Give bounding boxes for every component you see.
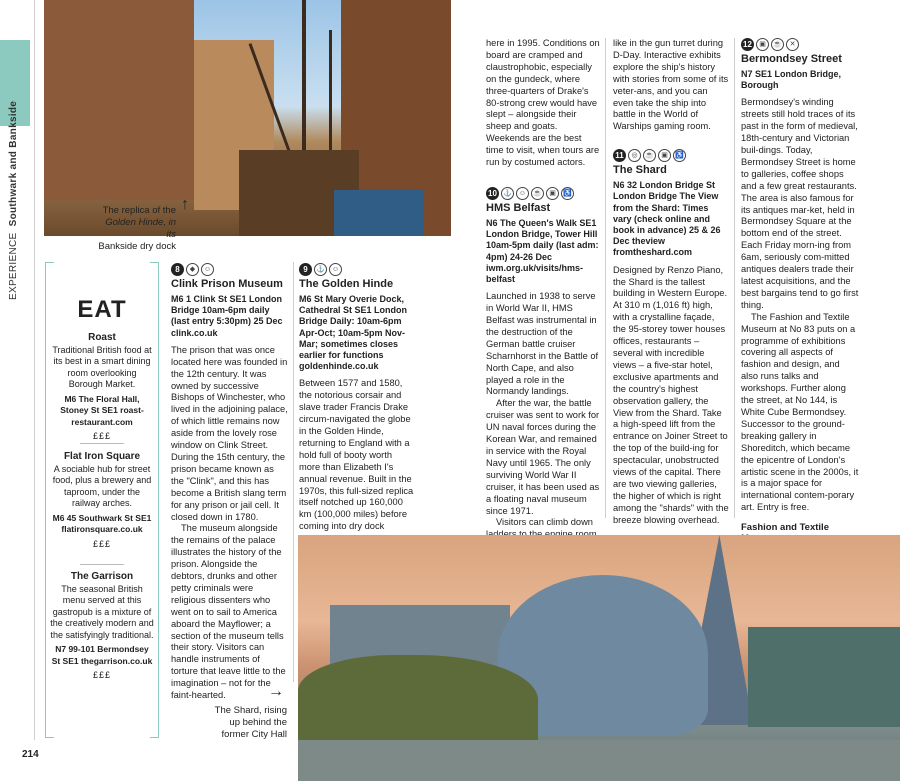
shop-icon: ▣: [756, 38, 769, 51]
listing-clink-prison: 8 ◆ ☺ Clink Prison Museum M6 1 Clink St SE1 London Bridge 10am-6pm daily (last entry 5:30pm) 25 Dec clink.co.uk The prison that was once located here was founded in the 12th century. It was owned by successive Bishops of Winchester, who lived in the adjoining palace, of which little remains now aside from the lovely rose window on Clink Street. During the 15th century, the prison became known as the "Clink", and this has become a British slang term for any prison or jail cell. It closed down in 1780. The museum alongside the remains of the palace illustrates the history of the prison. Alongside the debtors, drunks and other petty criminals were religious dissenters who went on to sail to America aboard the Mayflower; a section of the museum tells their story. Visitors can handle instruments of torture that leave little to the imagination – not for the faint-hearted.: [171, 265, 288, 701]
page-number: 214: [22, 749, 39, 760]
family-icon: ☺: [329, 263, 342, 276]
price-indicator: £££: [92, 670, 112, 680]
listing-title: The Golden Hinde: [299, 278, 394, 290]
listing-number: 10: [486, 187, 499, 200]
cafe-icon: ☕: [643, 149, 656, 162]
arrow-up-icon: ↑: [181, 196, 189, 213]
cafe-icon: ☕: [531, 187, 544, 200]
viewpoint-icon: ◎: [628, 149, 641, 162]
ship-icon: ⚓: [314, 263, 327, 276]
golden-hinde-photo: [44, 0, 451, 236]
listing-info: N6 32 London Bridge St London Bridge The View from the Shard: Times vary (check online and book in advance) 25 & 26 Dec theview fromtheshard.com: [613, 180, 721, 258]
listing-info: N6 The Queen's Walk SE1 London Bridge, Tower Hill 10am-5pm daily (last adm: 4pm) 24-26 Dec iwm.org.uk/visits/hms-belfast: [486, 217, 599, 284]
listing-title: Bermondsey Street: [741, 53, 842, 65]
venue-flat-iron-square: Flat Iron Square A sociable hub for street food, plus a brewery and taproom, under the railway arches. M6 45 Southwark St SE1 flatironsquare.co.uk £££: [50, 451, 154, 550]
venue-the-garrison: The Garrison The seasonal British menu served at this gastropub is a mixture of the creatively modern and the satisfyingly traditional. N7 99-101 Bermondsey St SE1 thegarrison.co.uk £££: [50, 571, 154, 680]
listing-info: M6 St Mary Overie Dock, Cathedral St SE1 London Bridge Daily: 10am-6pm Apr-Oct; 10am-5pm Nov-Mar; sometimes closes earlier for functions goldenhinde.co.uk: [299, 294, 408, 372]
listing-title: Clink Prison Museum: [171, 278, 283, 290]
listing-info: M6 1 Clink St SE1 London Bridge 10am-6pm daily (last entry 5:30pm) 25 Dec clink.co.uk: [171, 294, 283, 338]
listing-hms-belfast: here in 1995. Conditions on board are cramped and claustrophobic, especially on the gundeck, where three-quarters of Drake's 80-strong crew would have slept – alongside their sheep and goats. Weekends are the best time to visit, when tours are run by costumed actors. 10 ⚓ ☺ ☕ ▣ ♿ HMS Belfast N6 The Queen's Walk SE1 London Bridge, Tower Hill 10am-5pm daily (last adm: 4pm) 24-26 Dec iwm.org.uk/visits/hms-belfast Launched in 1938 to serve in World War II, HMS Belfast was instrumental in the destruction of the German battle cruiser Scharnhorst in the Battle of North Cape, and also played a role in the Normandy landings. After the war, the battle cruiser was sent to work for UN naval forces during the Korean War, and remained in service with the Royal Navy until 1965. The only surviving World War II cruiser, it has been used as a floating naval museum since 1971. Visitors can climb down: [486, 38, 600, 528]
price-indicator: £££: [92, 538, 112, 549]
restaurant-icon: ✕: [786, 38, 799, 51]
shard-caption: The Shard, rising up behind the former City Hall: [214, 705, 287, 740]
divider: [80, 443, 124, 444]
wheelchair-icon: ♿: [561, 187, 574, 200]
listing-number: 9: [299, 263, 312, 276]
price-indicator: £££: [92, 431, 112, 441]
shop-icon: ▣: [658, 149, 671, 162]
hinde-caption: The replica of the Golden Hinde, in its Bankside dry dock: [98, 205, 176, 252]
cafe-icon: ☕: [771, 38, 784, 51]
eat-heading: EAT: [77, 296, 127, 323]
margin-rule: [34, 0, 35, 740]
column-rule: [293, 262, 294, 682]
column-rule: [734, 38, 735, 518]
divider: [80, 564, 124, 565]
shard-photo: [298, 535, 900, 781]
arrow-right-icon: →: [268, 683, 284, 700]
listing-number: 8: [171, 263, 184, 276]
listing-info: N7 SE1 London Bridge, Borough: [741, 69, 842, 91]
listing-title: The Shard: [613, 164, 667, 177]
listing-bermondsey-street: 12 ▣ ☕ ✕ Bermondsey Street N7 SE1 London Bridge, Borough Bermondsey's winding streets still hold traces of its past in the form of medieval, 18th-century and Victorian buil-dings. Today, Bermondsey Street is home to galleries, coffee shops and a few great restaurants. The area is also famous for its antiques mar-ket, held in Bermondsey Square at the bottom end of the street. Each Friday morn-ing from 6am, seriously com-mitted antiques dealers trade their latest acquisitions, and the best bargains tend to go first thing. The Fashion and Textile Museum at No 83 puts on a programme of exhibitions covering all aspects of fashion and design, and also runs talks and workshops. Further along the street, at No 144, is White Cube Bermondsey. Successor to the ground-breaking gallery in Shoreditch, which became the epicentre of London's artistic scene in the 2000s, it is a major space for international contem-porary art. Entry is free. Fashion and Textile: [741, 40, 859, 534]
family-icon: ☺: [516, 187, 529, 200]
ship-icon: ⚓: [501, 187, 514, 200]
venue-roast: Roast Traditional British food at its best in a smart dining room overlooking Borough Market. M6 The Floral Hall, Stoney St SE1 roast-restaurant.com £££: [50, 332, 154, 443]
listing-title: HMS Belfast: [486, 201, 551, 214]
listing-number: 12: [741, 38, 754, 51]
column-rule: [605, 38, 606, 518]
listing-the-shard: like in the gun turret during D-Day. Interactive exhibits explore the ship's history with stories from some of its veter-ans, and you can even take the ship into battle in the World of Warships gaming room. 11 ◎ ☕ ▣ ♿ The Shard N6 32 London Bridge St London Bridge The View from the Shard: Times vary (check online and book in advance) 25 & 26 Dec theview fromtheshard.com Designed by Renzo Piano, the Shard is the tallest building in Western Europe. At 310 m (1,016 ft) high, with a crystalline façade, the 95-storey tower houses offices, restaurants – several with incredible views – a five-star hotel, exclusive apartments and the country's highest observation gallery, the View from the Shard. Take a high-speed lift from the entrance on Joiner Street to the top of the build-ing for spectacular, unobstructed views of the capital. There are two viewing galleries, the higher of which is right among the "shards" with the breeze blowing overhead.: [613, 38, 729, 525]
listing-number: 11: [613, 149, 626, 162]
wheelchair-icon: ♿: [673, 149, 686, 162]
listing-golden-hinde: 9 ⚓ ☺ The Golden Hinde M6 St Mary Overie Dock, Cathedral St SE1 London Bridge Daily: 10am-6pm Apr-Oct; 10am-5pm Nov-Mar; sometimes closes earlier for functions goldenhinde.co.uk Between 1577 and 1580, the notorious corsair and slave trader Francis Drake circum-navigated the globe in the Golden Hinde, returning to England with a hold full of booty worth more than Elizabeth I's annual revenue. Built in the 1970s, this full-sized replica itself notched up 160,000 km (100,000 miles) before coming into dry dock: [299, 265, 414, 532]
family-icon: ☺: [201, 263, 214, 276]
section-label: EXPERIENCE Southwark and Bankside: [8, 100, 19, 300]
landmark-icon: ◆: [186, 263, 199, 276]
shop-icon: ▣: [546, 187, 559, 200]
